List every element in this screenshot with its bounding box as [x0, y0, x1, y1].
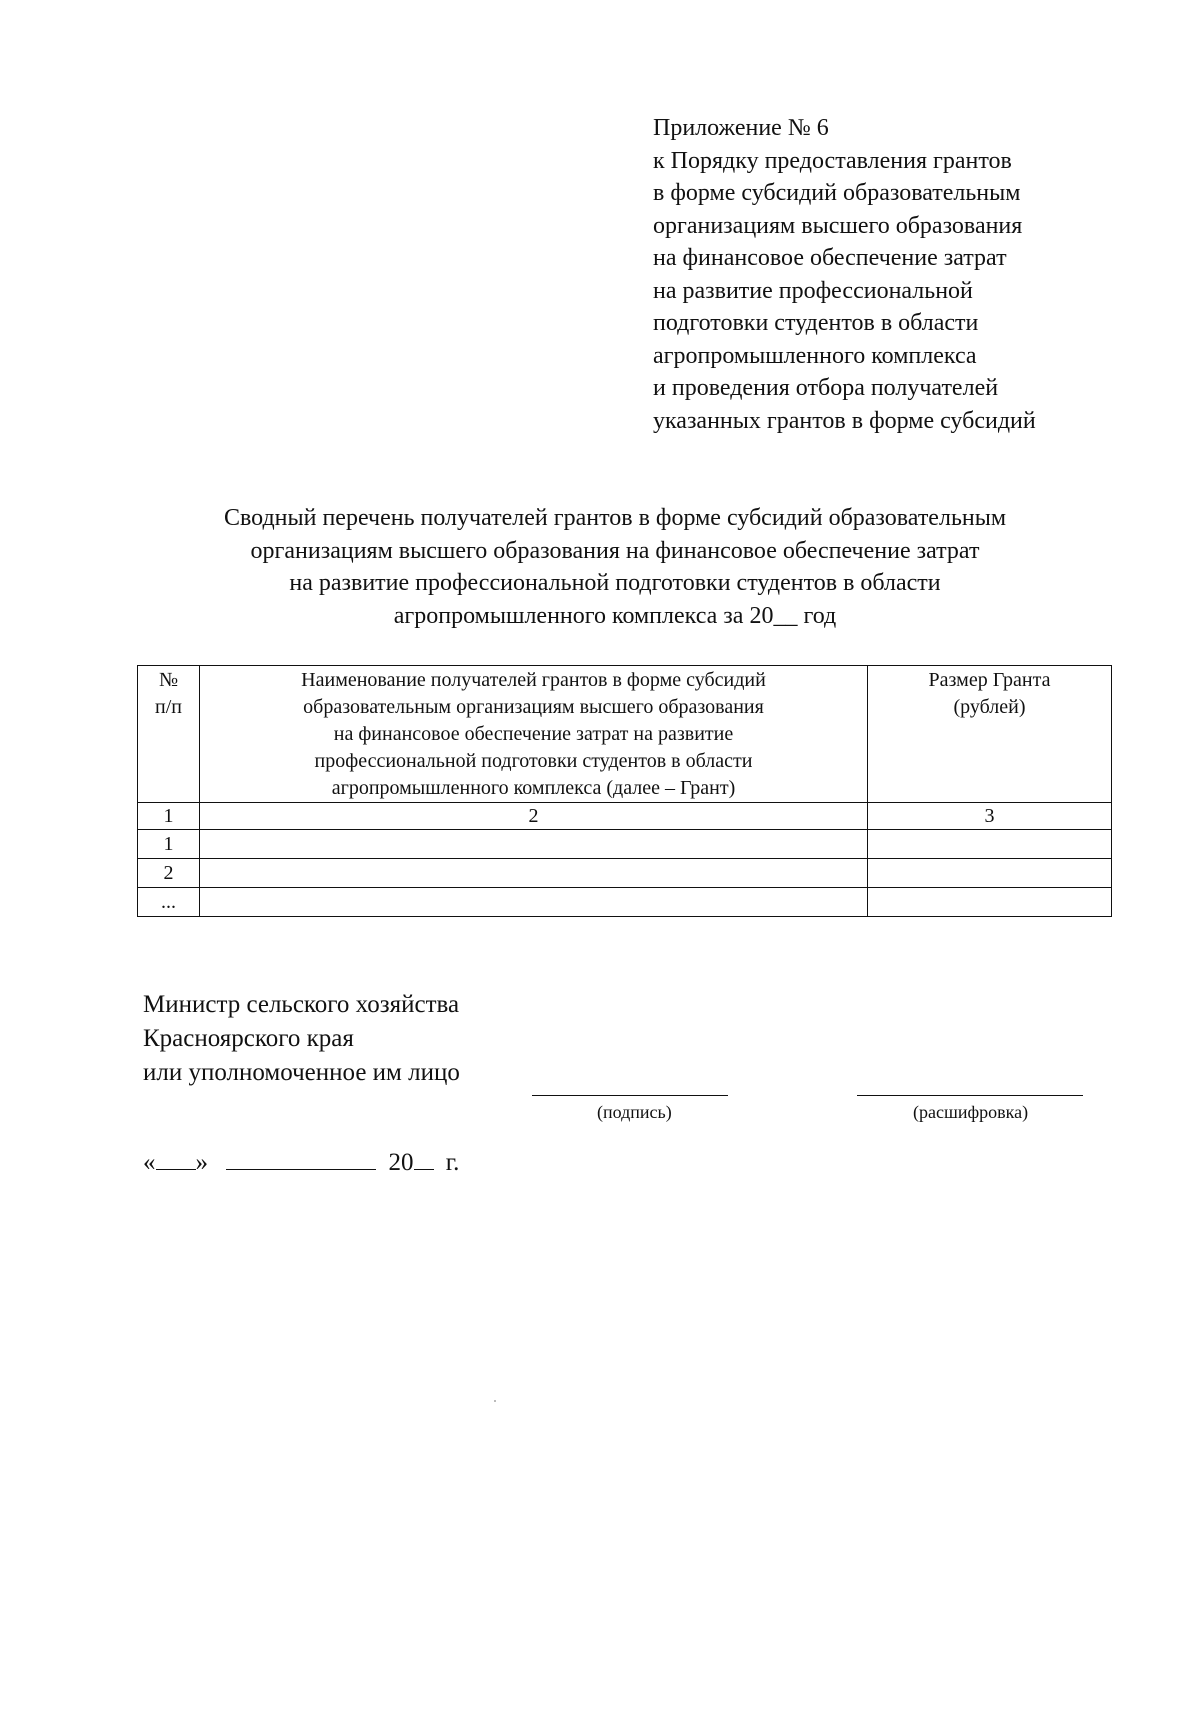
row-amount-cell — [868, 859, 1112, 888]
title-line: агропромышленного комплекса за 20__ год — [393, 602, 837, 629]
signatory-line: Министр сельского хозяйства — [143, 991, 460, 1018]
column-number-row — [138, 803, 1112, 830]
column-number: 2 — [200, 803, 868, 830]
grants-table — [137, 665, 1112, 917]
month-blank — [226, 1147, 376, 1170]
appendix-line: агропромышленного комплекса — [653, 342, 977, 369]
row-amount-cell — [868, 888, 1112, 917]
row-name-cell — [200, 859, 868, 888]
scan-speck — [494, 1400, 496, 1402]
appendix-line: на развитие профессиональной — [653, 277, 973, 304]
header-number: № п/п — [138, 666, 200, 803]
column-number: 3 — [868, 803, 1112, 830]
date-line — [143, 1146, 459, 1180]
date-open-quote: « — [143, 1149, 156, 1176]
signature-caption: (подпись) — [597, 1102, 672, 1122]
year-blank — [414, 1147, 434, 1170]
title-line: на развитие профессиональной подготовки студентов в области — [289, 570, 941, 596]
table-header-row — [138, 666, 1112, 803]
header-grant-amount: Размер Гранта (рублей) — [868, 666, 1112, 803]
appendix-line: к Порядку предоставления грантов — [653, 147, 1012, 174]
transcript-line — [857, 1095, 1083, 1096]
column-number: 1 — [138, 803, 200, 830]
appendix-line: на финансовое обеспечение затрат — [653, 245, 1007, 271]
row-number: 2 — [138, 859, 200, 888]
table-row — [138, 859, 1112, 888]
day-blank — [156, 1147, 196, 1170]
transcript-caption: (расшифровка) — [913, 1102, 1029, 1122]
appendix-line: подготовки студентов в области — [653, 310, 979, 336]
appendix-line: Приложение № 6 — [653, 115, 829, 141]
row-name-cell — [200, 830, 868, 859]
signature-line — [532, 1095, 728, 1096]
appendix-line: и проведения отбора получателей — [653, 375, 999, 401]
date-close-quote: » — [195, 1149, 208, 1176]
year-prefix: 20 — [388, 1149, 414, 1176]
appendix-block — [653, 112, 1153, 437]
row-name-cell — [200, 888, 868, 917]
appendix-line: в форме субсидий образовательным — [653, 180, 1021, 206]
appendix-line: организациям высшего образования — [653, 212, 1023, 239]
year-suffix: г. — [445, 1149, 460, 1176]
row-number: ... — [138, 888, 200, 917]
title-line: Сводный перечень получателей грантов в форме субсидий образовательным — [223, 505, 1007, 531]
document-title — [120, 502, 1110, 632]
table-row — [138, 830, 1112, 859]
row-amount-cell — [868, 830, 1112, 859]
signatory-block — [143, 988, 460, 1090]
signatory-line: или уполномоченное им лицо — [143, 1059, 460, 1086]
signatory-line: Красноярского края — [143, 1025, 354, 1052]
header-recipient-name: Наименование получателей грантов в форме субсидий образовательным организациям высшего образования на финансовое обеспечение затрат на развитие профессиональной подготовки студентов в области агропромышленного комплекса (далее – Грант) — [200, 666, 868, 803]
title-line: организациям высшего образования на финансовое обеспечение затрат — [250, 537, 980, 564]
appendix-line: указанных грантов в форме субсидий — [653, 407, 1036, 434]
row-number: 1 — [138, 830, 200, 859]
table-row — [138, 888, 1112, 917]
